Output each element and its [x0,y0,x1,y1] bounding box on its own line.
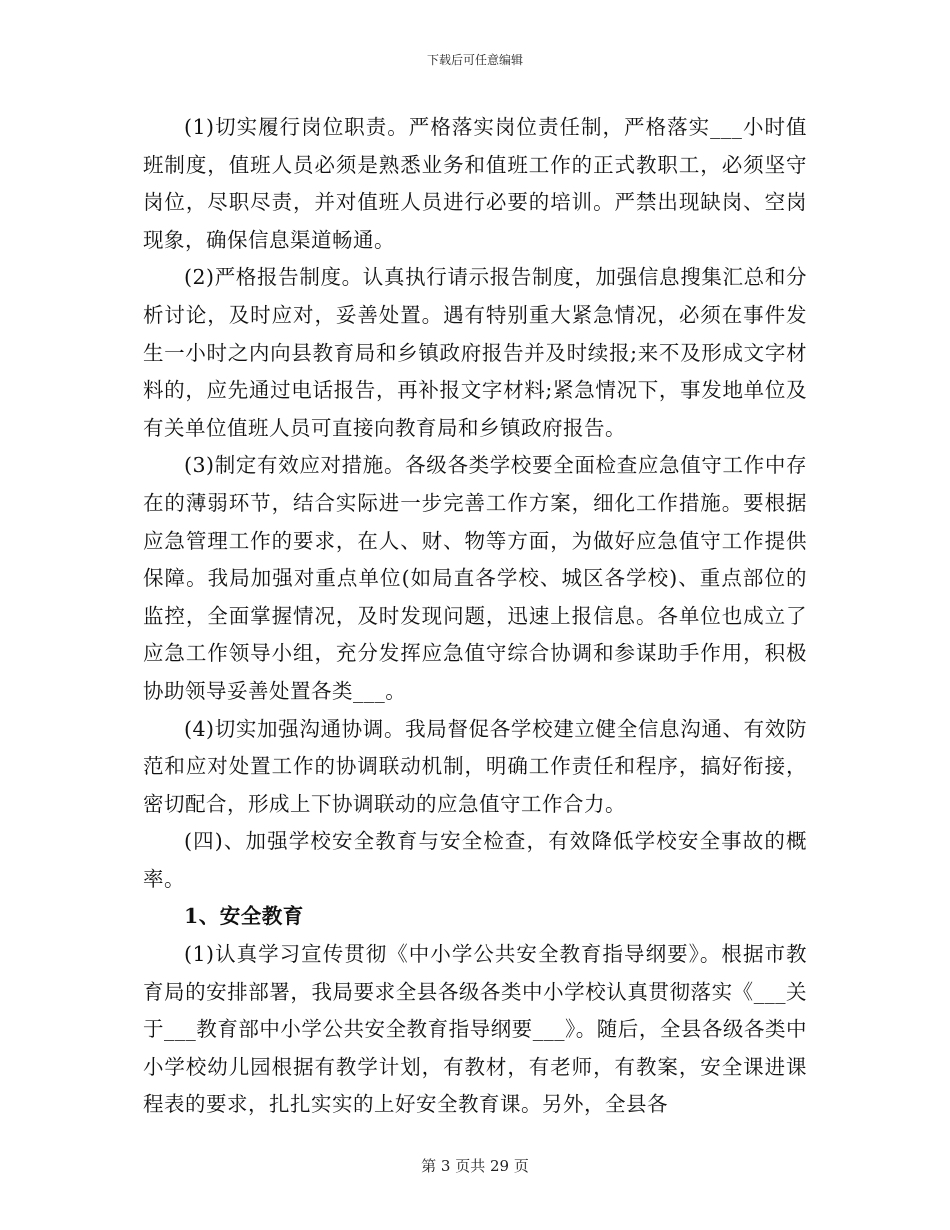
paragraph-duty: (1)切实履行岗位职责。严格落实岗位责任制，严格落实___小时值班制度，值班人员必须是熟悉业务和值班工作的正式教职工，必须坚守岗位，尽职尽责，并对值班人员进行必要的培训。严禁出现缺岗、空岗现象，确保信息渠道畅通。 [143,115,807,252]
paragraph-coordination: (4)切实加强沟通协调。我局督促各学校建立健全信息沟通、有效防范和应对处置工作的协调联动机制，明确工作责任和程序，搞好衔接，密切配合，形成上下协调联动的应急值守工作合力。 [143,716,807,816]
page-footer: 第 3 页共 29 页 [421,1157,529,1175]
paragraph-measures: (3)制定有效应对措施。各级各类学校要全面检查应急值守工作中存在的薄弱环节，结合实际进一步完善工作方案，细化工作措施。要根据应急管理工作的要求，在人、财、物等方面，为做好应急值守工作提供保障。我局加强对重点单位(如局直各学校、城区各学校)、重点部位的监控，全面掌握情况，及时发现问题，迅速上报信息。各单位也成立了应急工作领导小组，充分发挥应急值守综合协调和参谋助手作用，积极协助领导妥善处置各类___。 [143,453,807,703]
section-heading: 1、安全教育 [184,904,304,929]
paragraph-safety-education: (1)认真学习宣传贯彻《中小学公共安全教育指导纲要》。根据市教育局的安排部署，我局要求全县各级各类中小学校认真贯彻落实《___关于___教育部中小学公共安全教育指导纲要___》。随后，全县各级各类中小学校幼儿园根据有教学计划，有教材，有老师，有教案，安全课进课程表的要求，扎扎实实的上好安全教育课。另外，全县各 [143,942,807,1117]
paragraph-section-four: (四)、加强学校安全教育与安全检查，有效降低学校安全事故的概率。 [143,829,807,891]
paragraph-reporting: (2)严格报告制度。认真执行请示报告制度，加强信息搜集汇总和分析讨论，及时应对，妥善处置。遇有特别重大紧急情况，必须在事件发生一小时之内向县教育局和乡镇政府报告并及时续报;来不及形成文字材料的，应先通过电话报告，再补报文字材料;紧急情况下，事发地单位及有关单位值班人员可直接向教育局和乡镇政府报告。 [143,265,807,440]
document-body [143,109,807,1124]
page-header: 下载后可任意编辑 [426,53,523,67]
